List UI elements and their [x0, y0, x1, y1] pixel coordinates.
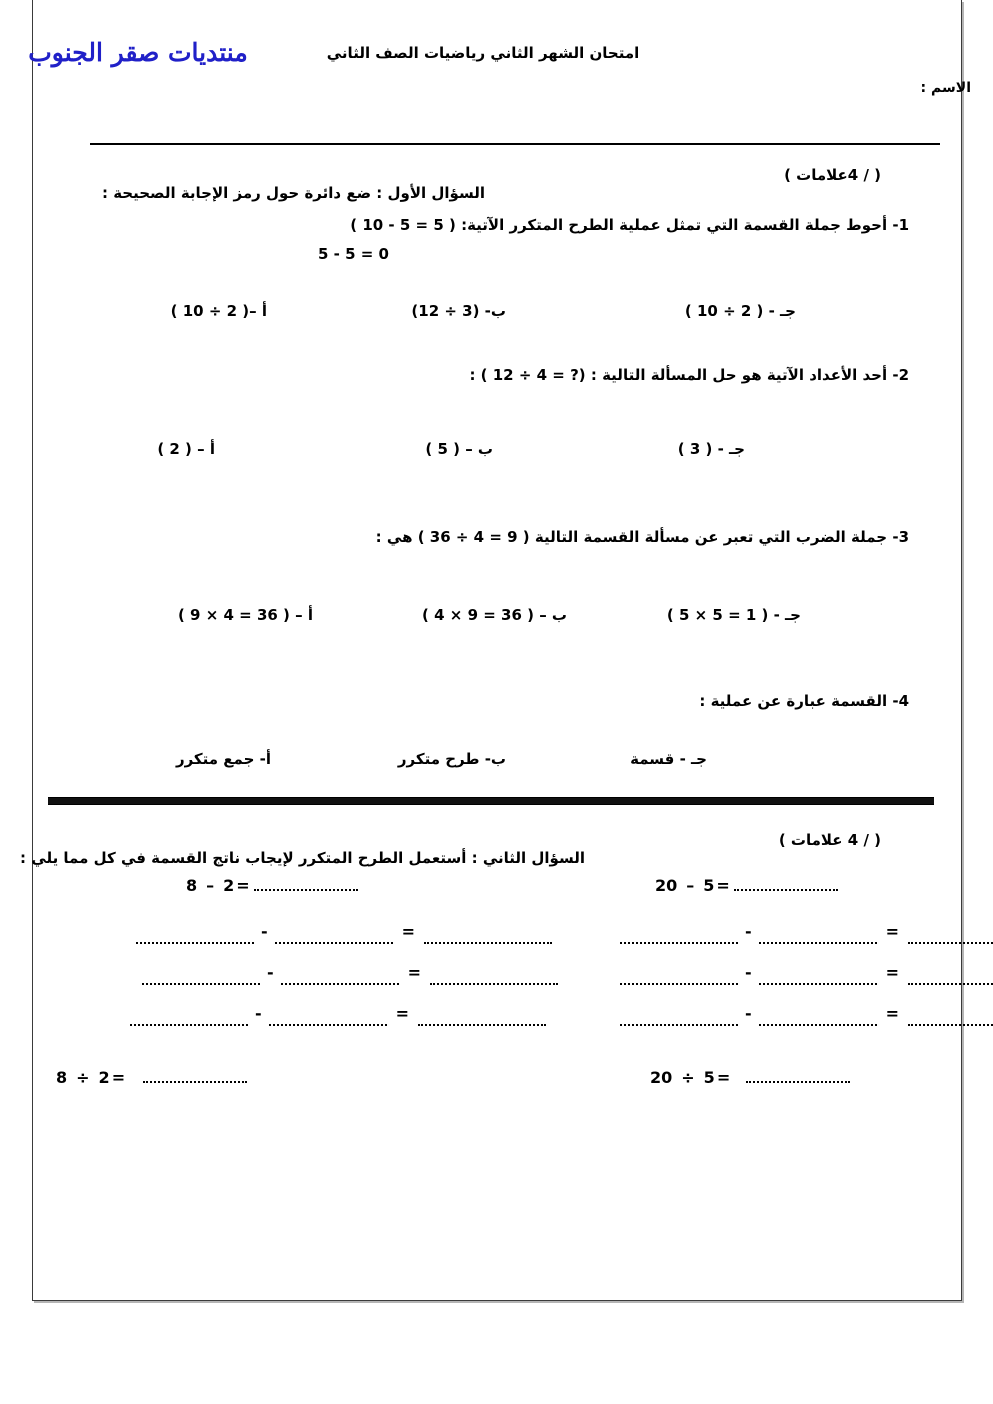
answer-blank[interactable]: [142, 970, 260, 985]
worksheet-right-final-line: [650, 1068, 850, 1087]
equals-sign: =: [236, 876, 250, 895]
option-a[interactable]: أ –( 2 ÷ 10 ): [170, 302, 267, 320]
worksheet-left-blank-row: [142, 963, 558, 985]
operator-minus: –: [686, 876, 695, 895]
question2-header: [20, 831, 937, 867]
operator-minus: -: [267, 963, 274, 982]
exam-title: امتحان الشهر الثاني رياضيات الصف الثاني: [326, 44, 640, 62]
student-name-label: الاسم :: [920, 80, 971, 96]
question1-item4-stem: 4- القسمة عبارة عن عملية :: [699, 692, 909, 710]
answer-blank[interactable]: [281, 970, 399, 985]
worksheet-right-blank-row: [620, 1004, 993, 1026]
operator-minus: -: [745, 963, 752, 982]
operator-divide: ÷: [76, 1068, 90, 1087]
question1-item2-options: [0, 440, 993, 470]
worksheet-left-blank-row: [136, 922, 552, 944]
option-c[interactable]: جـ - ( 3 ): [677, 440, 745, 458]
equals-sign: =: [111, 1068, 126, 1087]
operator-minus: -: [261, 922, 268, 941]
answer-blank[interactable]: [275, 929, 393, 944]
forum-watermark: منتديات صقر الجنوب: [28, 38, 248, 67]
equals-sign: =: [885, 1004, 900, 1023]
question1-heading: السؤال الأول : ضع دائرة حول رمز الإجابة الصحيحة :: [101, 184, 485, 202]
answer-blank[interactable]: [759, 970, 877, 985]
answer-blank[interactable]: [620, 929, 738, 944]
equals-sign: =: [395, 1004, 410, 1023]
operator-minus: -: [745, 922, 752, 941]
answer-blank[interactable]: [269, 1011, 387, 1026]
option-b[interactable]: ب- (3 ÷ 12): [411, 302, 506, 320]
question2-heading: السؤال الثاني : أستعمل الطرح المتكرر لإيجاب ناتج القسمة في كل مما يلي :: [20, 849, 585, 867]
equals-sign: =: [885, 922, 900, 941]
answer-blank[interactable]: [143, 1068, 247, 1083]
option-b[interactable]: ب- طرح متكرر: [397, 750, 506, 768]
operand-a: 20: [650, 1068, 673, 1087]
option-a[interactable]: أ – ( 2 ): [157, 440, 215, 458]
equals-sign: =: [407, 963, 422, 982]
operand-a: 20: [655, 876, 678, 895]
answer-blank[interactable]: [254, 876, 358, 891]
equals-sign: =: [716, 876, 730, 895]
option-a[interactable]: أ – ( 36 = 4 × 9 ): [177, 606, 313, 624]
worksheet-right-first-line: [655, 876, 838, 895]
question1-item1-stem-line2: 5 - 5 = 0: [318, 245, 389, 263]
answer-blank[interactable]: [620, 1011, 738, 1026]
document-header: [0, 38, 993, 78]
answer-blank[interactable]: [136, 929, 254, 944]
operand-a: 8: [56, 1068, 68, 1087]
question1-item2-stem: 2- أحد الأعداد الآتية هو حل المسألة التالية : (? = 4 ÷ 12 ) :: [469, 366, 909, 384]
operand-b: 2: [98, 1068, 110, 1087]
operator-minus: -: [745, 1004, 752, 1023]
answer-blank[interactable]: [908, 1011, 993, 1026]
option-a[interactable]: أ- جمع متكرر: [175, 750, 271, 768]
answer-blank[interactable]: [430, 970, 558, 985]
option-c[interactable]: جـ - قسمة: [630, 750, 707, 768]
question1-item1-stem: 1- أحوط جملة القسمة التي تمثل عملية الطرح المتكرر الآتية: ( 5 = 5 - 10 ): [350, 216, 909, 234]
answer-blank[interactable]: [759, 1011, 877, 1026]
answer-blank[interactable]: [759, 929, 877, 944]
answer-blank[interactable]: [734, 876, 838, 891]
worksheet-right-blank-row: [620, 922, 993, 944]
option-c[interactable]: جـ - ( 1 = 5 × 5 ): [666, 606, 801, 624]
option-b[interactable]: ب – ( 36 = 9 × 4 ): [422, 606, 567, 624]
worksheet-left-first-line: [186, 876, 358, 895]
answer-blank[interactable]: [424, 929, 552, 944]
question1-item4-options: [0, 750, 993, 780]
operand-b: 2: [223, 876, 235, 895]
operator-minus: –: [206, 876, 215, 895]
operand-b: 5: [703, 876, 715, 895]
operator-divide: ÷: [681, 1068, 695, 1087]
operand-a: 8: [186, 876, 198, 895]
worksheet-left-blank-row: [130, 1004, 546, 1026]
option-b[interactable]: ب – ( 5 ): [425, 440, 493, 458]
answer-blank[interactable]: [908, 929, 993, 944]
question1-item3-stem: 3- جملة الضرب التي تعبر عن مسألة القسمة التالية ( 9 = 4 ÷ 36 ) هي :: [375, 528, 909, 546]
operator-minus: -: [255, 1004, 262, 1023]
answer-blank[interactable]: [130, 1011, 248, 1026]
answer-blank[interactable]: [908, 970, 993, 985]
equals-sign: =: [401, 922, 416, 941]
equals-sign: =: [885, 963, 900, 982]
equals-sign: =: [716, 1068, 731, 1087]
question1-header: [57, 166, 937, 202]
question1-item3-options: [0, 606, 993, 636]
question2-marks: ( / 4 علامات ): [778, 831, 881, 849]
answer-blank[interactable]: [620, 970, 738, 985]
question1-item1-options: [0, 302, 993, 332]
worksheet-right-blank-row: [620, 963, 993, 985]
answer-blank[interactable]: [746, 1068, 850, 1083]
header-divider: [90, 143, 940, 145]
question1-marks: ( / 4علامات ): [784, 166, 881, 184]
section-divider: [48, 797, 934, 805]
answer-blank[interactable]: [418, 1011, 546, 1026]
worksheet-left-final-line: [56, 1068, 247, 1087]
operand-b: 5: [703, 1068, 715, 1087]
option-c[interactable]: جـ - ( 2 ÷ 10 ): [684, 302, 796, 320]
